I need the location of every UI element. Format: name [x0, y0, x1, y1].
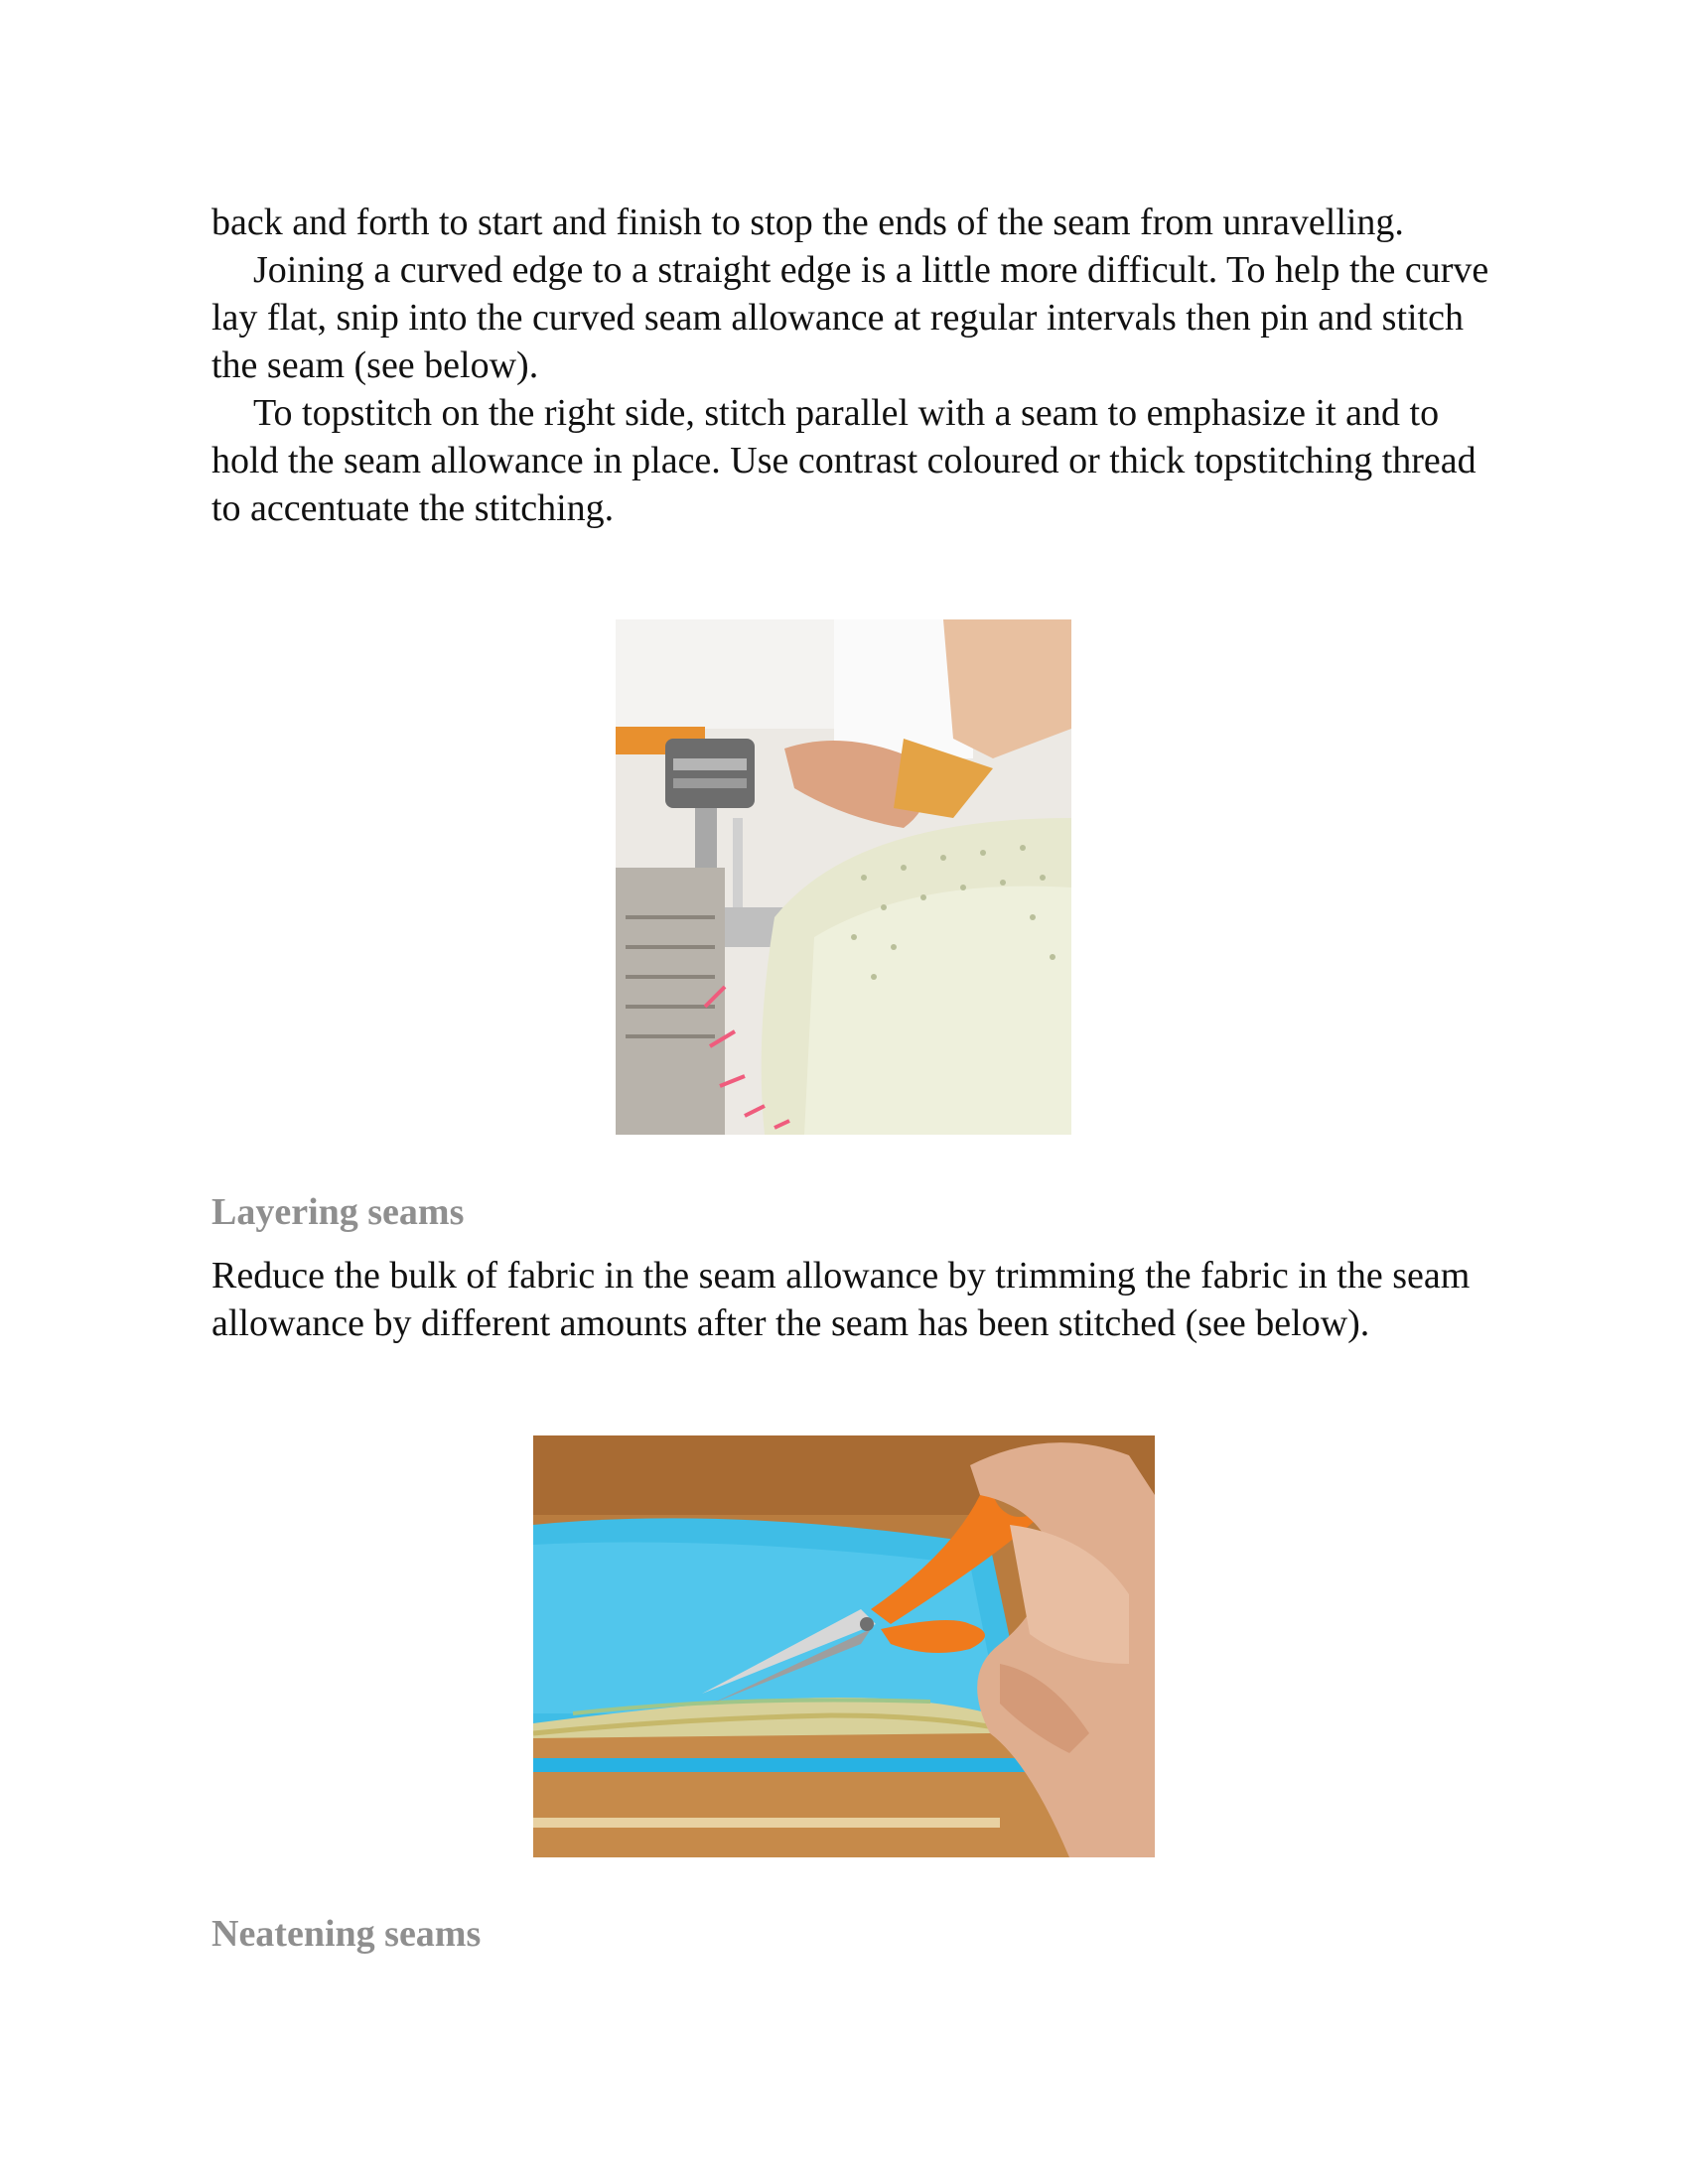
intro-text	[211, 199, 1492, 532]
layering-text	[211, 1252, 1492, 1347]
paragraph-curved-edge: Joining a curved edge to a straight edge is a little more difficult. To help the curve lay flat, snip into the curved seam allowance at regular intervals then pin and stitch the seam (see below).	[211, 249, 1489, 386]
scissors-illustration	[533, 1435, 1155, 1857]
paragraph-topstitch: To topstitch on the right side, stitch parallel with a seam to emphasize it and to hold the seam allowance in place. Use contrast coloured or thick topstitching thread to accentuate the stitching.	[211, 392, 1477, 529]
sewing-machine-photo	[616, 619, 1071, 1135]
sewing-machine-illustration	[616, 619, 1071, 1135]
paragraph-layering: Reduce the bulk of fabric in the seam allowance by trimming the fabric in the seam allowance by different amounts after the seam has been stitched (see below).	[211, 1255, 1471, 1344]
scissors-photo	[533, 1435, 1155, 1857]
paragraph-continuation: back and forth to start and finish to stop the ends of the seam from unravelling.	[211, 202, 1404, 243]
heading-layering-seams: Layering seams	[211, 1191, 465, 1233]
heading-neatening-seams: Neatening seams	[211, 1913, 482, 1955]
